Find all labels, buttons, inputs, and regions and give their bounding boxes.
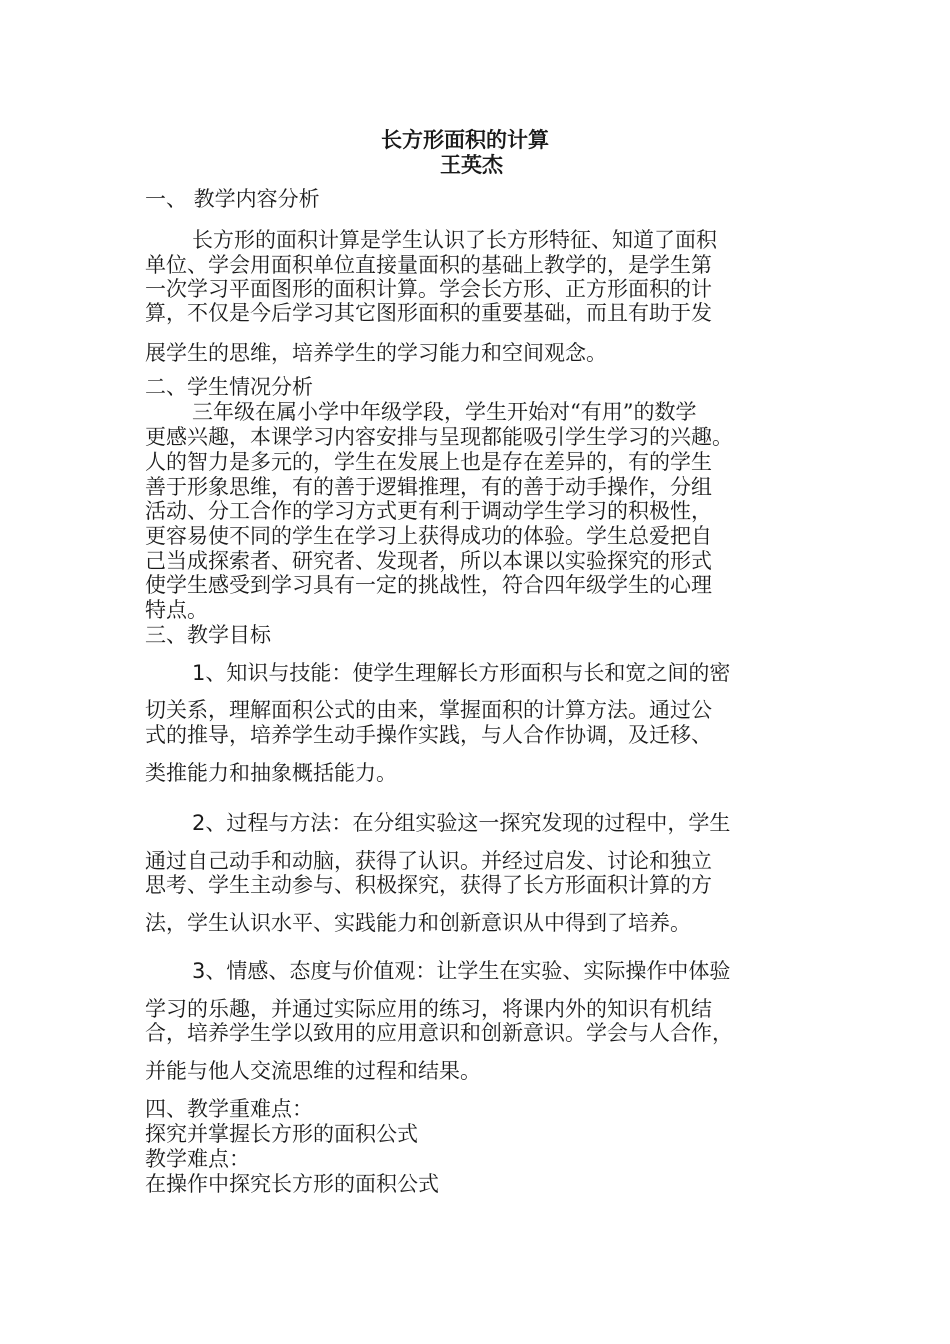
key-point-text: 探究并掌握长方形的面积公式 xyxy=(145,1122,418,1146)
section-2-line: 更感兴趣，本课学习内容安排与呈现都能吸引学生学习的兴趣。 xyxy=(145,425,733,449)
section-4-heading: 四、教学重难点： xyxy=(145,1097,313,1121)
section-2-line: 特点。 xyxy=(145,598,208,622)
goal-1-line: 类推能力和抽象概括能力。 xyxy=(145,761,397,785)
document-title: 长方形面积的计算 xyxy=(381,128,549,152)
section-1-heading: 一、 教学内容分析 xyxy=(145,187,320,211)
document-author: 王英杰 xyxy=(440,153,503,177)
section-2-line: 使学生感受到学习具有一定的挑战性，符合四年级学生的心理 xyxy=(145,573,712,597)
goal-number: 1 xyxy=(192,661,206,685)
goal-1-first-line xyxy=(192,660,730,686)
difficulty-text: 在操作中探究长方形的面积公式 xyxy=(145,1172,439,1196)
difficulty-heading: 教学难点： xyxy=(145,1147,250,1171)
section-2-line: 人的智力是多元的，学生在发展上也是存在差异的，有的学生 xyxy=(145,450,712,474)
goal-text: 、过程与方法：在分组实验这一探究发现的过程中，学生 xyxy=(205,811,731,835)
section-1-line: 长方形的面积计算是学生认识了长方形特征、知道了面积 xyxy=(192,228,717,252)
goal-3-line: 并能与他人交流思维的过程和结果。 xyxy=(145,1059,481,1083)
section-2-line: 活动、分工合作的学习方式更有利于调动学生学习的积极性， xyxy=(145,499,712,523)
section-1-line: 展学生的思维，培养学生的学习能力和空间观念。 xyxy=(145,341,607,365)
goal-text: 、知识与技能：使学生理解长方形面积与长和宽之间的密 xyxy=(205,661,731,685)
goal-2-line: 思考、学生主动参与、积极探究，获得了长方形面积计算的方 xyxy=(145,873,712,897)
goal-text: 、情感、态度与价值观：让学生在实验、实际操作中体验 xyxy=(205,959,731,983)
goal-number: 2 xyxy=(192,811,206,835)
section-3-heading: 三、教学目标 xyxy=(145,623,271,647)
goal-2-line: 法，学生认识水平、实践能力和创新意识从中得到了培养。 xyxy=(145,911,691,935)
goal-3-line: 学习的乐趣，并通过实际应用的练习，将课内外的知识有机结 xyxy=(145,997,712,1021)
section-2-heading: 二、学生情况分析 xyxy=(145,375,313,399)
section-2-line: 三年级在属小学中年级学段，学生开始对“有用”的数学 xyxy=(192,400,697,424)
section-1-line: 单位、学会用面积单位直接量面积的基础上教学的，是学生第 xyxy=(145,253,712,277)
goal-1-line: 式的推导，培养学生动手操作实践，与人合作协调，及迁移、 xyxy=(145,723,712,747)
goal-2-first-line xyxy=(192,810,730,836)
section-2-line: 善于形象思维，有的善于逻辑推理，有的善于动手操作，分组 xyxy=(145,475,712,499)
section-1-line: 算，不仅是今后学习其它图形面积的重要基础，而且有助于发 xyxy=(145,301,712,325)
section-2-line: 更容易使不同的学生在学习上获得成功的体验。学生总爱把自 xyxy=(145,524,712,548)
section-1-line: 一次学习平面图形的面积计算。学会长方形、正方形面积的计 xyxy=(145,277,712,301)
goal-1-line: 切关系，理解面积公式的由来，掌握面积的计算方法。通过公 xyxy=(145,698,712,722)
goal-3-line: 合，培养学生学以致用的应用意识和创新意识。学会与人合作， xyxy=(145,1021,733,1045)
goal-3-first-line xyxy=(192,958,730,984)
section-2-line: 己当成探索者、研究者、发现者，所以本课以实验探究的形式 xyxy=(145,549,712,573)
goal-2-line: 通过自己动手和动脑，获得了认识。并经过启发、讨论和独立 xyxy=(145,849,712,873)
goal-number: 3 xyxy=(192,959,206,983)
